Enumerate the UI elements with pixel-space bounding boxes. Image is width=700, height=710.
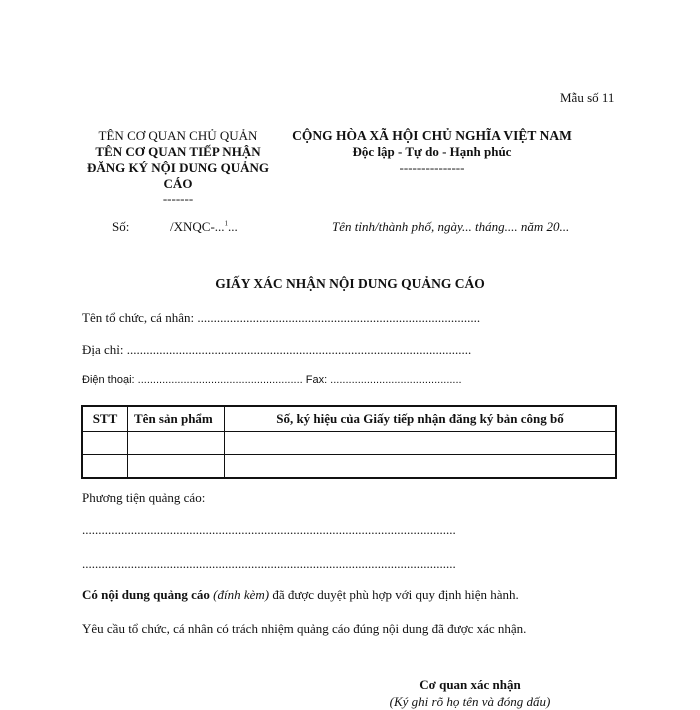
document-number-tail: ... [228,219,238,234]
left-header-separator: ------- [162,191,194,206]
place-date-line: Tên tỉnh/thành phố, ngày... tháng.... năm 20... [332,219,570,234]
phone-fax-field: Điện thoại: ...................................................... Fax: ........................................... [82,374,462,386]
right-header [282,128,582,176]
table-row [82,432,616,455]
document-number-prefix: /XNQC-... [170,219,225,234]
footnote-marker: 1 [224,219,229,228]
address-field: Địa chỉ: .......................................................................................................... [82,342,472,357]
table-header-row [82,406,616,432]
column-header-stt: STT [82,406,128,432]
document-number-code [170,219,238,235]
signature-note: (Ký ghi rõ họ tên và đóng dấu) [389,694,551,709]
media-dotted-line-1: ................................................................................................................... [82,522,456,537]
approval-statement-bold: Có nội dung quảng cáo [82,587,210,602]
advertising-media-label: Phương tiện quảng cáo: [82,490,206,505]
table-cell [225,432,617,455]
media-dotted-line-2: ................................................................................................................... [82,556,456,571]
document-number-label: Số: [112,219,130,234]
document-title: GIẤY XÁC NHẬN NỘI DUNG QUẢNG CÁO [215,276,485,291]
approval-statement-italic: (đính kèm) [213,587,270,602]
table-cell [82,432,128,455]
table-cell [128,432,225,455]
table-cell [82,455,128,479]
organization-field: Tên tổ chức, cá nhân: ....................................................................................... [82,310,481,325]
national-title: CỘNG HÒA XÃ HỘI CHỦ NGHĨA VIỆT NAM [292,128,572,143]
national-motto: Độc lập - Tự do - Hạnh phúc [352,144,512,159]
form-number: Mẫu số 11 [560,90,615,105]
left-header [78,128,278,206]
signature-block [340,676,600,710]
approval-statement-rest: đã được duyệt phù hợp với quy định hiện hành. [272,587,519,602]
product-table [81,405,617,479]
column-header-registration: Số, ký hiệu của Giấy tiếp nhận đăng ký bản công bố [225,406,617,432]
table-row [82,455,616,479]
governing-agency-name: TÊN CƠ QUAN CHỦ QUẢN [98,128,258,143]
table-cell [128,455,225,479]
receiving-agency-name: TÊN CƠ QUAN TIẾP NHẬN ĐĂNG KÝ NỘI DUNG QUẢNG CÁO [87,144,269,191]
requirement-statement: Yêu cầu tổ chức, cá nhân có trách nhiệm quảng cáo đúng nội dung đã được xác nhận. [82,621,527,636]
right-header-separator: --------------- [399,160,465,175]
approval-statement [82,587,519,603]
signature-title: Cơ quan xác nhận [419,677,521,692]
table-cell [225,455,617,479]
column-header-product-name: Tên sản phẩm [128,406,225,432]
